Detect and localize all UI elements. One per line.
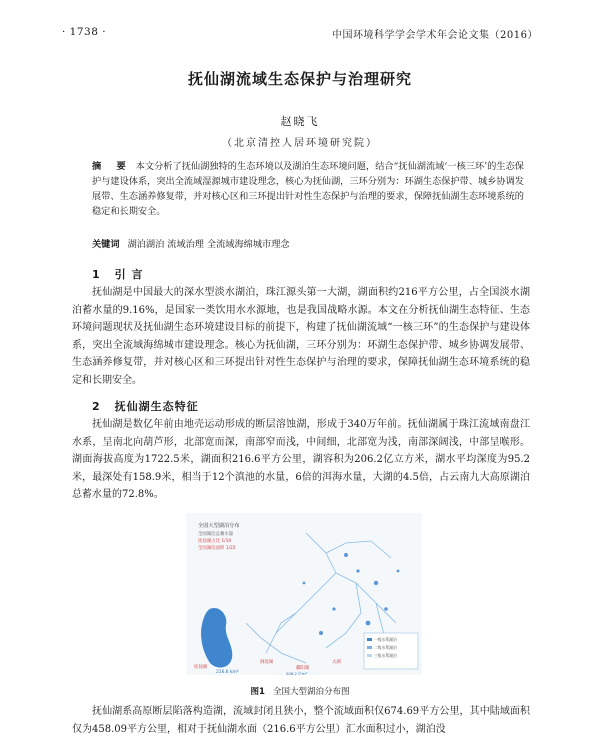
section-title: 引 言 (114, 268, 144, 281)
keywords (92, 237, 524, 252)
map-legend-item: 一级水系湖泊 (374, 637, 397, 642)
legend-line: 抚仙湖占比 1/10 (198, 539, 232, 544)
figure-caption (0, 685, 600, 697)
section-heading-1 (92, 266, 144, 282)
section-1-body: 抚仙湖是中国最大的深水型淡水湖泊，珠江源头第一大湖，湖面积约216平方公里，占全国淡水湖泊蓄水量的9.16%，是国家一类饮用水水源地，也是我国战略水源。本文在分析抚仙湖生态特征、生态环境问题现状及抚仙湖生态环境建设目标的前提下，构建了抚仙湖流域“一核三环”的生态保护与建设体系，突出全流域海绵城市建设理念。核心为抚仙湖，三环分别为：环湖生态保护带、城乡协调发展带、生态涵养修复带，并对核心区和三环提出针对性生态保护与治理的要求，保障抚仙湖生态环境系统的稳定和长期安全。 (72, 287, 530, 386)
map-legend-item: 三级水系湖泊 (374, 653, 397, 658)
abstract (92, 159, 524, 219)
article-title: 抚仙湖流域生态保护与治理研究 (187, 70, 412, 88)
author-name: 赵晓飞 (280, 115, 320, 128)
section-heading-2 (92, 398, 199, 414)
lake-volume-value: 206.2 亿m³ (286, 671, 308, 675)
figure-number: 图1 (250, 687, 265, 697)
section-2-body: 抚仙湖是数亿年前由地壳运动形成的断层溶蚀湖，形成于340万年前。抚仙湖属于珠江流域南盘江水系，呈南北向葫芦形，北部宽而深，南部窄而浅，中间细，北部宽为浅，南部深阔浅，中部呈喉形。湖面海拔高度为1722.5米，湖面积216.6平方公里，湖容积为206.2亿立方米，湖水平均深度为95.2米，最深处有158.9米，相当于12个滇池的水量，6倍的洱海水量，大湖的4.5倍，占云南九大高原湖泊总蓄水量的72.8%。 (72, 419, 530, 500)
running-title: 中国环境科学学会学术年会论文集（2016） (332, 30, 538, 41)
lake-label-fuxian: 抚仙湖 (194, 665, 208, 670)
legend-title: 全国大型湖泊分布 (198, 523, 240, 529)
abstract-text: 本文分析了抚仙湖独特的生态环境以及湖泊生态环境问题，结合“抚仙湖流域‘一核三环’的生态保护与建设体系，突出全流域湿源城市建设理念，核心为抚仙湖，三环分别为：环湖生态保护带、城乡协调发展带、生态涵养修复带，并对核心区和三环提出针对性生态保护与治理的要求，保障抚仙湖生态环境系统的稳定和长期安全。 (92, 161, 524, 217)
section-number: 1 (92, 268, 101, 281)
lake-area-value: 216.6 km² (216, 670, 239, 675)
lake-label-dongting: 洞庭湖 (260, 660, 274, 665)
author-affiliation: （北京清控人居环境研究院） (222, 138, 378, 149)
running-header (62, 26, 538, 40)
figure-caption-text: 全国大型湖泊分布图 (272, 687, 350, 697)
continuation-paragraph: 抚仙湖系高原断层陷落构造湖，流域封闭且狭小，整个流域面积仅674.69平方公里，其中陆域面积仅为458.09平方公里，相对于抚仙湖水面（216.6平方公里）汇水面积过小，湖泊没 (72, 706, 530, 735)
lake-map (186, 513, 422, 675)
abstract-label: 摘 要 (92, 161, 132, 172)
lake-label-taihu: 太湖 (332, 660, 341, 665)
map-legend-item: 二级水系湖泊 (374, 645, 397, 650)
section-title: 抚仙湖生态特征 (114, 400, 199, 413)
legend-line: 全国湖泊总蓄水量 (198, 532, 234, 537)
page-number: · 1738 · (62, 26, 107, 38)
keywords-label: 关键词 (92, 239, 120, 250)
legend-line: 全国湖泊面积 1/22 (198, 546, 236, 551)
lake-distribution-figure (186, 513, 422, 675)
lake-label-poyang: 鄱阳湖 (296, 666, 310, 671)
keywords-text: 湖泊湖泊 流域治理 全流域海绵城市理念 (127, 239, 290, 250)
section-number: 2 (92, 400, 101, 413)
